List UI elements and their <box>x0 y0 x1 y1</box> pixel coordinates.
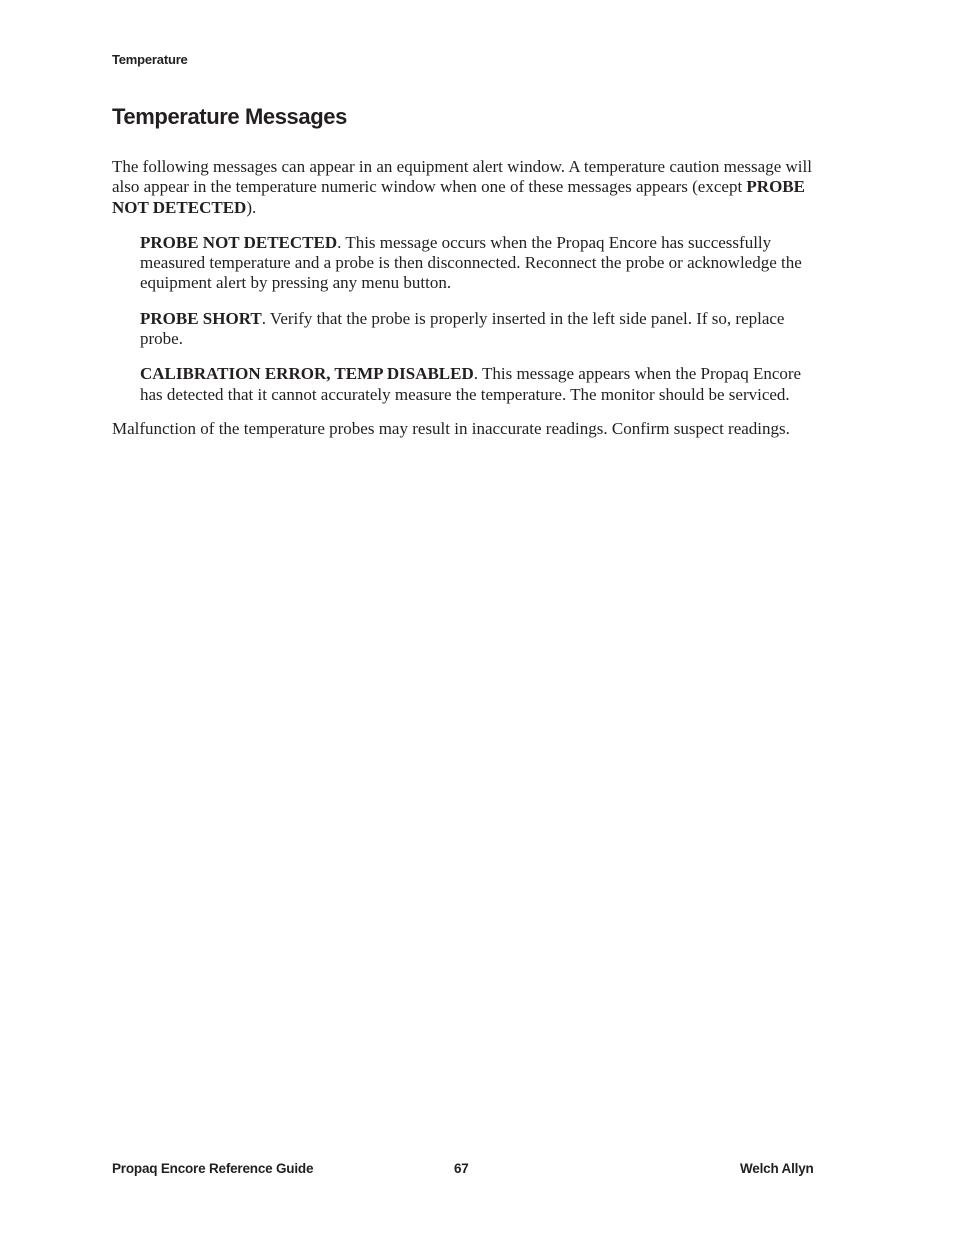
footer-page-number: 67 <box>454 1161 469 1176</box>
message-name: CALIBRATION ERROR, TEMP DISABLED <box>140 364 474 384</box>
intro-text-before: The following messages can appear in an equipment alert window. A temperature caution message will also appear in the temperature numeric window when one of these messages appears (except <box>112 157 812 197</box>
message-description: . This message appears when the Propaq Encore has detected that it cannot accurately measure the temperature. The monitor should be serviced. <box>140 364 802 404</box>
message-item-calibration-error <box>140 364 812 405</box>
closing-paragraph: Malfunction of the temperature probes may result in inaccurate readings. Confirm suspect readings. <box>112 418 790 438</box>
intro-paragraph <box>112 157 812 218</box>
message-item-probe-short <box>140 309 812 350</box>
body-content <box>112 157 812 439</box>
message-description: . Verify that the probe is properly inserted in the left side panel. If so, replace probe. <box>140 308 785 349</box>
message-description: . This message occurs when the Propaq Encore has successfully measured temperature and a probe is then disconnected. Reconnect the probe or acknowledge the equipment alert by pressing any menu button. <box>140 232 802 293</box>
running-header: Temperature <box>112 52 188 67</box>
intro-bold-term: PROBE NOT DETECTED <box>112 177 805 217</box>
intro-text-after: ). <box>246 197 257 217</box>
footer-company: Welch Allyn <box>740 1161 814 1176</box>
message-name: PROBE NOT DETECTED <box>140 232 338 252</box>
page-title: Temperature Messages <box>112 104 347 129</box>
footer-guide-title: Propaq Encore Reference Guide <box>112 1161 314 1176</box>
message-name: PROBE SHORT <box>140 308 262 328</box>
message-item-probe-not-detected <box>140 233 812 294</box>
